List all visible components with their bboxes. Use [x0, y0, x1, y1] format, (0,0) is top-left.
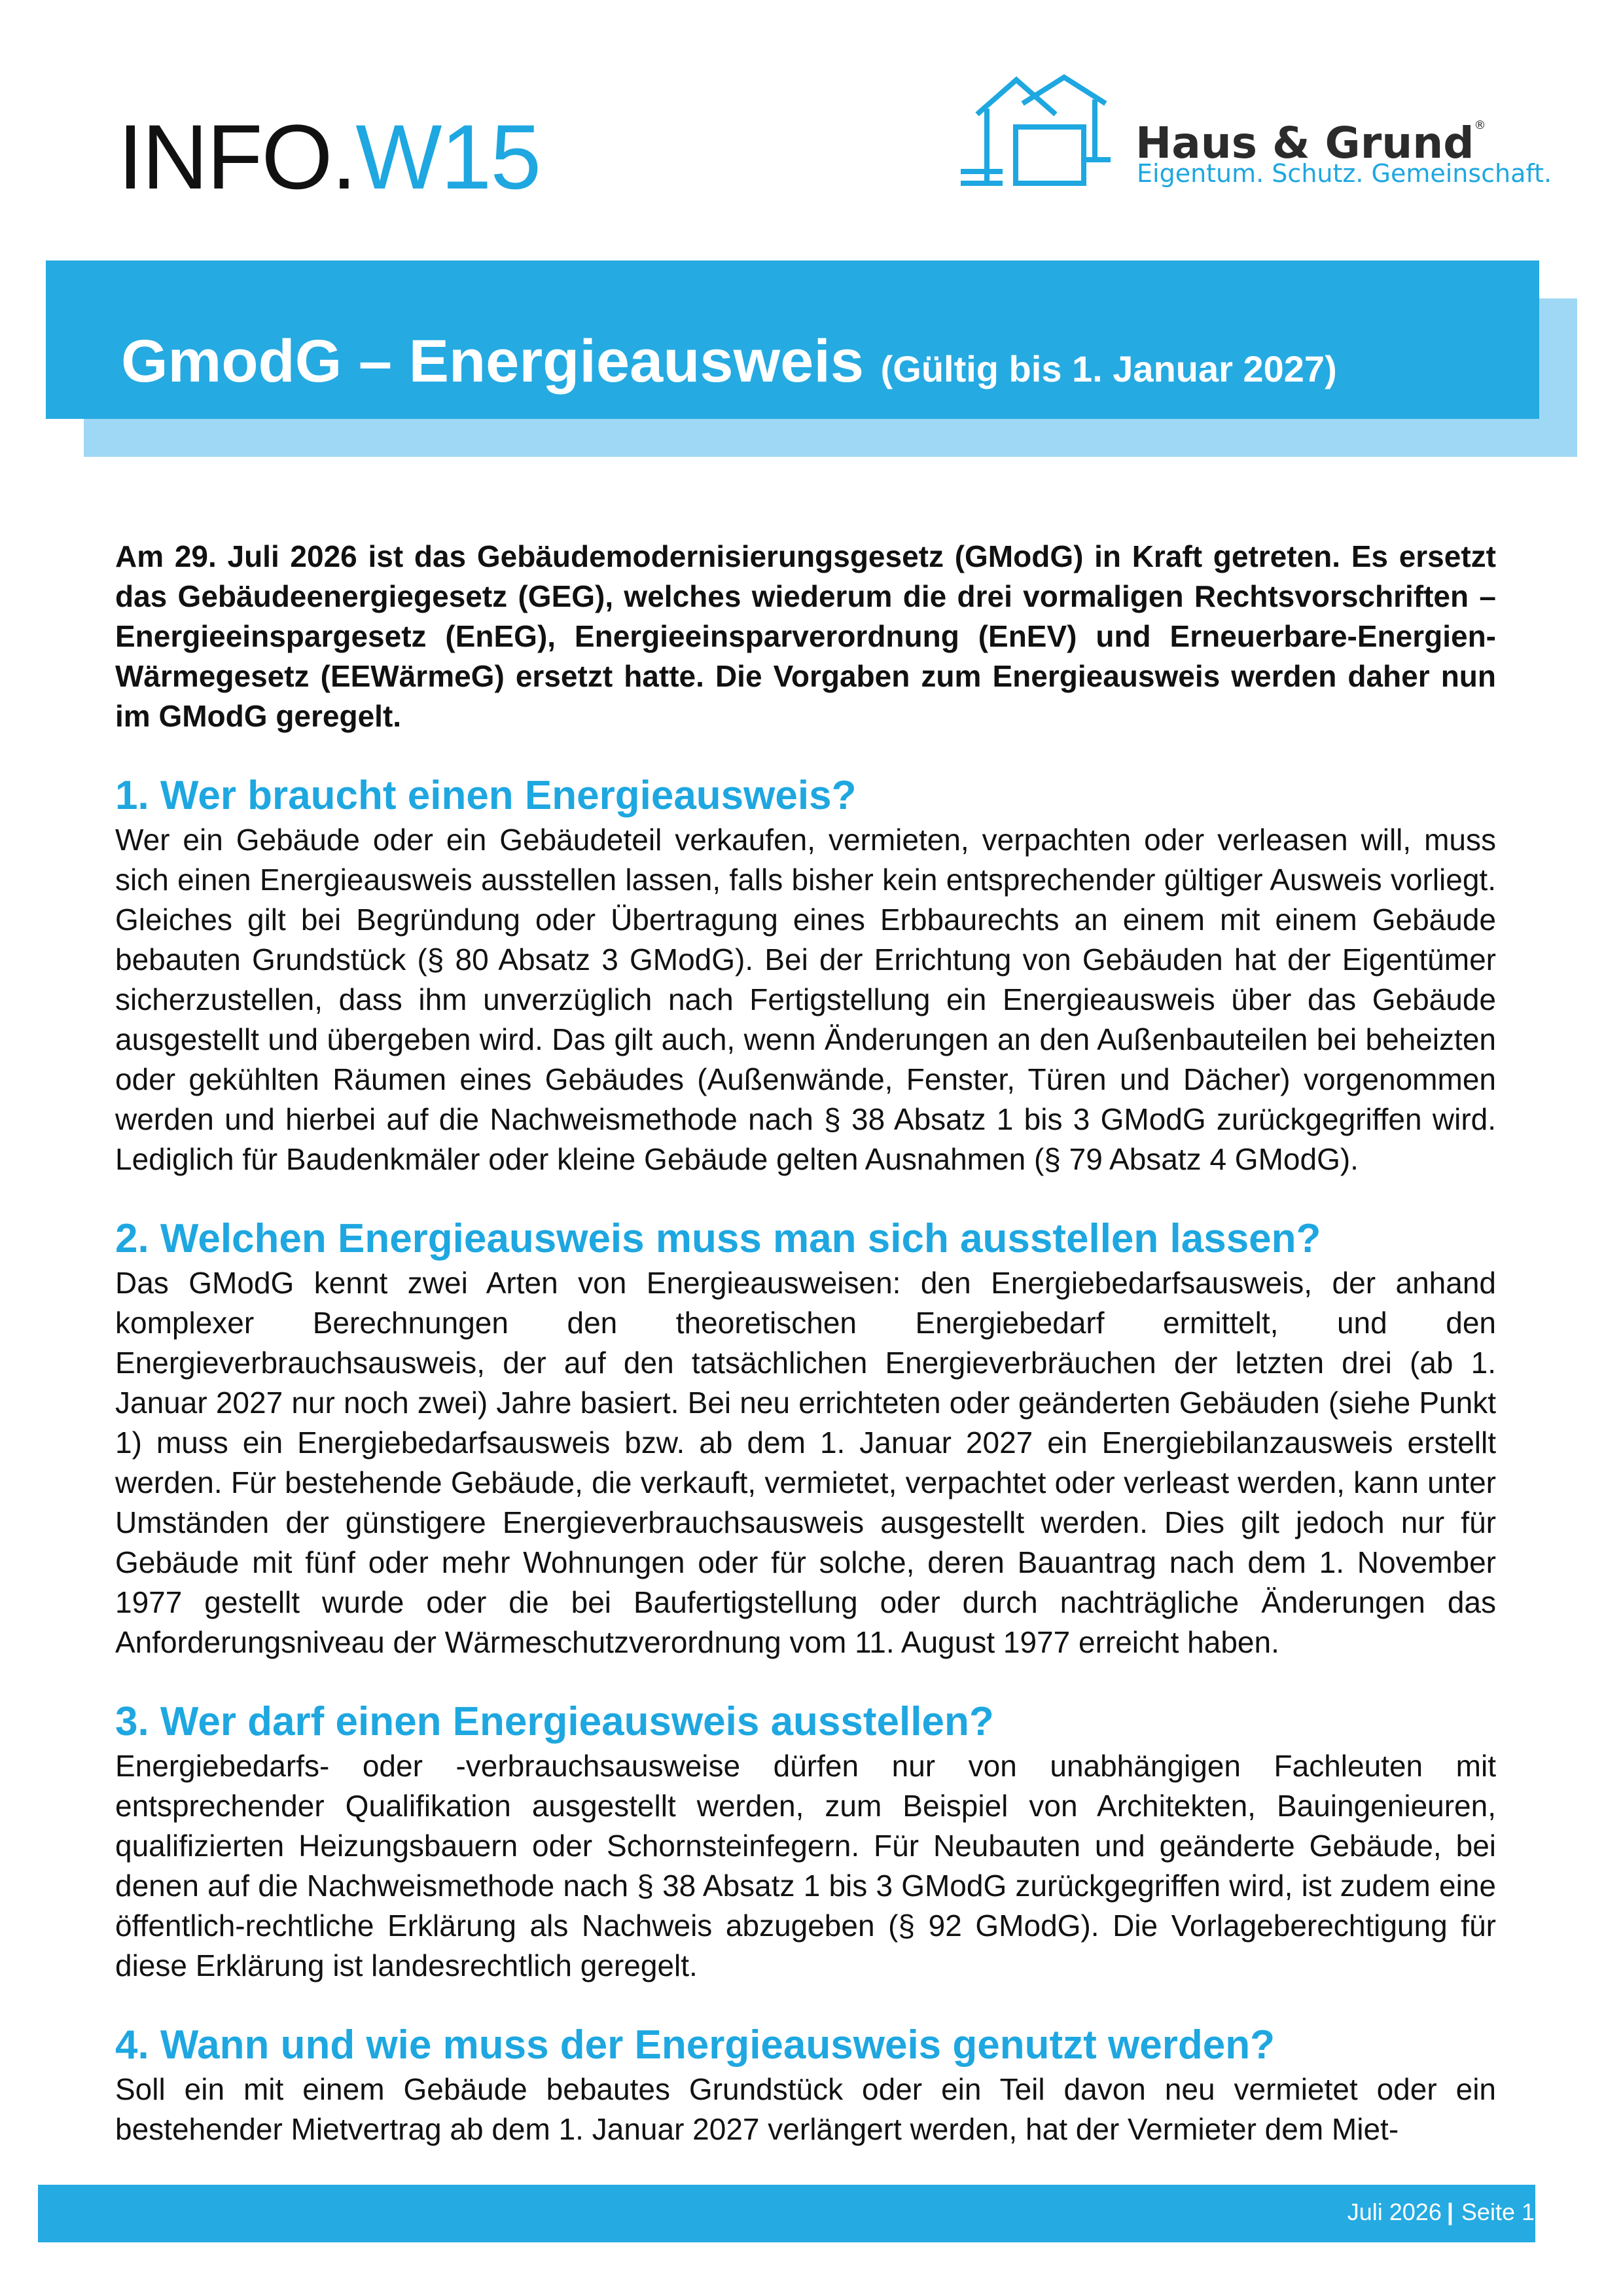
- footer-date: Juli 2026: [1347, 2198, 1442, 2225]
- section-heading-2: 2. Welchen Energieausweis muss man sich ausstellen lassen?: [115, 1216, 1321, 1261]
- page-title-main: GmodG – Energieausweis: [121, 328, 865, 395]
- brand-slogan: Eigentum. Schutz. Gemeinschaft.: [1137, 159, 1552, 188]
- page-footer: [1347, 2197, 1535, 2228]
- brand-logo: [961, 73, 1550, 198]
- document-body: [115, 537, 1496, 2149]
- section-body-2: Das GModG kennt zwei Arten von Energieausweisen: den Energiebedarfsausweis, der anhand komplexer Berechnungen den theoretischen Energiebedarf ermittelt, und den Energieverbrauchsausweis, der auf den tatsächlichen Energieverbräuchen der letzten drei (ab 1. Januar 2027 nur noch zwei) Jahre basiert. Bei neu errichteten oder geänderten Gebäuden (siehe Punkt 1) muss ein Energiebedarfsausweis bzw. ab dem 1. Januar 2027 ein Energiebilanzausweis erstellt werden. Für bestehende Gebäude, die verkauft, vermietet, verpachtet oder verleast werden, kann unter Umständen der günstigere Energieverbrauchsausweis ausgestellt werden. Dies gilt jedoch nur für Gebäude mit fünf oder mehr Wohnungen oder für solche, deren Bauantrag nach dem 1. November 1977 gestellt wurde oder die bei Baufertigstellung oder durch nachträgliche Änderungen das Anforderungsniveau der Wärmeschutzverordnung vom 11. August 1977 erreicht haben.: [115, 1266, 1496, 1659]
- section-body-3: Energiebedarfs- oder -verbrauchsausweise dürfen nur von unabhängigen Fachleuten mit entsprechender Qualifikation ausgestellt werden, zum Beispiel von Architekten, Bauingenieuren, qualifizierten Heizungsbauern oder Schornsteinfegern. Für Neubauten und geänderte Gebäude, bei denen auf die Nachweismethode nach § 38 Absatz 1 bis 3 GModG zurückgegriffen wird, ist zudem eine öffentlich-rechtliche Erklärung als Nachweis abzugeben (§ 92 GModG). Die Vorlageberechtigung für diese Erklärung ist landesrechtlich geregelt.: [115, 1749, 1496, 1982]
- brand-name: Haus & Grund®: [1135, 118, 1486, 168]
- section-body-1: Wer ein Gebäude oder ein Gebäudeteil verkaufen, vermieten, verpachten oder verleasen will, muss sich einen Energieausweis ausstellen lassen, falls bisher kein entsprechender gültiger Ausweis vorliegt. Gleiches gilt bei Begründung oder Übertragung eines Erbbaurechts an einem mit einem Gebäude bebauten Grundstück (§ 80 Absatz 3 GModG). Bei der Errichtung von Gebäuden hat der Eigentümer sicherzustellen, dass ihm unverzüglich nach Fertigstellung ein Energieausweis über das Gebäude ausgestellt und übergeben wird. Das gilt auch, wenn Änderungen an den Außenbauteilen bei beheizten oder gekühlten Räumen eines Gebäudes (Außenwände, Fenster, Türen und Dächer) vorgenommen werden und hierbei auf die Nachweismethode nach § 38 Absatz 1 bis 3 GModG zurückgegriffen wird. Lediglich für Baudenkmäler oder kleine Gebäude gelten Ausnahmen (§ 79 Absatz 4 GModG).: [115, 823, 1496, 1176]
- section-heading-4: 4. Wann und wie muss der Energieausweis genutzt werden?: [115, 2022, 1275, 2068]
- page-number: Seite 1: [1461, 2198, 1535, 2225]
- document-code: [118, 105, 540, 209]
- house-logo-icon: [961, 73, 1124, 191]
- document-code-suffix: W15: [355, 105, 541, 208]
- intro-paragraph: Am 29. Juli 2026 ist das Gebäudemodernisierungsgesetz (GModG) in Kraft getreten. Es ersetzt das Gebäudeenergiegesetz (GEG), welches wiederum die drei vormaligen Rechtsvorschriften – Energieeinspargesetz (EnEG), Energieeinsparverordnung (EnEV) und Erneuerbare-Energien-Wärmegesetz (EEWärmeG) ersetzt hatte. Die Vorgaben zum Energieausweis werden daher nun im GModG geregelt.: [115, 539, 1496, 733]
- section-body-4: Soll ein mit einem Gebäude bebautes Grundstück oder ein Teil davon neu vermietet oder ein bestehender Mietvertrag ab dem 1. Januar 2027 verlängert werden, hat der Vermieter dem Miet-: [115, 2072, 1496, 2146]
- section-heading-3: 3. Wer darf einen Energieausweis ausstellen?: [115, 1699, 994, 1744]
- section-heading-1: 1. Wer braucht einen Energieausweis?: [115, 773, 857, 818]
- page-title-validity: (Gültig bis 1. Januar 2027): [880, 348, 1337, 389]
- registered-mark: ®: [1474, 118, 1486, 132]
- page-title: [121, 327, 1337, 403]
- document-code-prefix: INFO.: [118, 105, 356, 208]
- footer-bar: [38, 2185, 1535, 2242]
- footer-separator: |: [1446, 2198, 1454, 2225]
